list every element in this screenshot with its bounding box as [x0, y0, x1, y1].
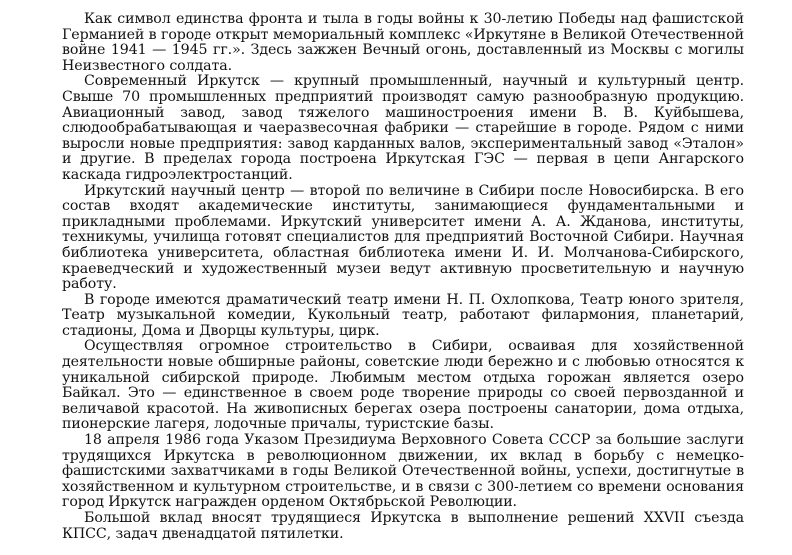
document-page [62, 12, 744, 542]
paragraph-memorial: Как символ единства фронта и тыла в годы войны к 30-летию Победы над фашистской Германией в городе открыт мемориальный комплекс «Иркутяне в Великой Отечественной войне 1941 — 1945 гг.». Здесь зажжен Вечный огонь, доставленный из Москвы с могилы Неизвестного солдата. [62, 11, 744, 74]
paragraph-congress: Большой вклад вносят трудящиеся Иркутска в выполнение решений XXVII съезда КПСС, задач двенадцатой пятилетки. [62, 510, 744, 542]
paragraph-theatres: В городе имеются драматический театр имени Н. П. Охлопкова, Театр юного зрителя, Театр музыкальной комедии, Кукольный театр, работают филармония, планетарий, стадионы, Дома и Дворцы культуры, цирк. [62, 291, 744, 339]
paragraph-science: Иркутский научный центр — второй по величине в Сибири после Новосибирска. В его состав входят академические институты, занимающиеся фундаментальными и прикладными проблемами. Иркутский университет имени А. А. Жданова, институты, техникумы, училища готовят специалистов для предприятий Восточной Сибири. Научная библиотека университета, областная библиотека имени И. И. Молчанова-Сибирского, краеведческий и художественный музеи ведут активную просветительную и научную работу. [62, 182, 744, 293]
paragraph-nature: Осуществляя огромное строительство в Сибири, осваивая для хозяйственной деятельности новые обширные районы, советские люди бережно и с любовью относятся к уникальной сибирской природе. Любимым местом отдыха горожан является озеро Байкал. Это — единственное в своем роде творение природы со своей первозданной и величавой красотой. На живописных берегах озера построены санатории, дома отдыха, пионерские лагеря, лодочные причалы, туристские базы. [62, 338, 744, 433]
paragraph-award: 18 апреля 1986 года Указом Президиума Верховного Совета СССР за большие заслуги трудящихся Иркутска в революционном движении, их вклад в борьбу с немецко-фашистскими захватчиками в годы Великой Отечественной войны, успехи, достигнутые в хозяйственном и культурном строительстве, и в связи с 300-летием со времени основания город Иркутск награжден орденом Октябрьской Революции. [62, 432, 744, 511]
paragraph-industry: Современный Иркутск — крупный промышленный, научный и культурный центр. Свыше 70 промышленных предприятий производят самую разнообразную продукцию. Авиационный завод, завод тяжелого машиностроения имени В. В. Куйбышева, слюдообрабатывающая и чаеразвесочная фабрики — старейшие в городе. Рядом с ними выросли новые предприятия: завод карданных валов, экспериментальный завод «Эталон» и другие. В пределах города построена Иркутская ГЭС — первая в цепи Ангарского каскада гидроэлектростанций. [62, 73, 744, 183]
